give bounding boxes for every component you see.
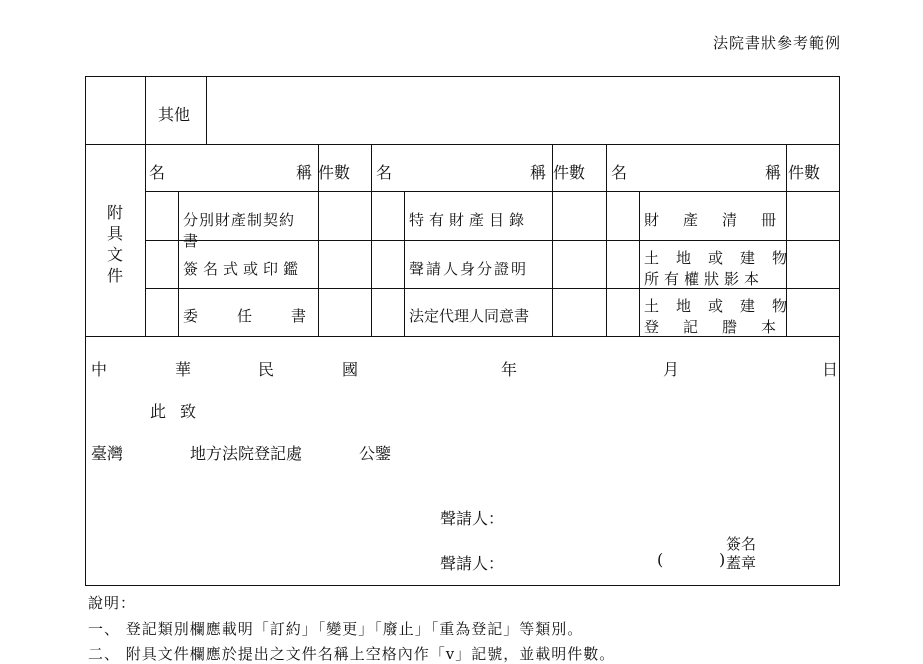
header-count: 件數	[553, 163, 586, 182]
attachment-item-label: 土地或建物	[644, 249, 805, 267]
attachment-item-label: 分別財產制契約書	[183, 211, 296, 250]
sign-label: 簽名	[726, 535, 757, 553]
attachment-item-label: 特有財產目錄	[409, 211, 530, 229]
header-name-left: 名	[376, 163, 393, 182]
attachments-label-text: 附具文件	[107, 203, 124, 285]
header-name-right: 稱	[296, 163, 313, 182]
attachment-item-label: 委任書	[183, 307, 346, 325]
col-divider	[371, 144, 372, 336]
col-divider	[404, 191, 405, 336]
attachment-item-label: 法定代理人同意書	[409, 307, 530, 325]
respect-word: 公鑒	[359, 444, 392, 463]
applicant-label: 聲請人：	[440, 554, 505, 573]
other-label: 其他	[158, 105, 191, 124]
document-title: 法院書狀參考範例	[712, 34, 841, 52]
paren-open: (	[657, 550, 664, 569]
col-divider	[206, 77, 207, 144]
header-name-right: 稱	[765, 163, 782, 182]
court-name: 地方法院登記處	[190, 444, 303, 463]
attachment-item-label: 簽名式或印鑑	[183, 260, 304, 278]
attachment-item-label: 所有權狀影本	[644, 270, 765, 288]
header-name-right: 稱	[530, 163, 547, 182]
date-year: 年	[501, 360, 518, 379]
attachments-section-label	[85, 202, 145, 286]
notes-title: 說明：	[88, 594, 137, 612]
header-count: 件數	[318, 163, 351, 182]
date-char: 中	[91, 360, 108, 379]
date-char: 華	[175, 360, 192, 379]
col-divider	[606, 144, 607, 336]
col-divider	[145, 77, 146, 336]
row-divider	[86, 144, 839, 145]
note-item: 二、 附具文件欄應於提出之文件名稱上空格內作「v」記號，並載明件數。	[88, 645, 616, 663]
attachment-item-label: 聲請人身分證明	[409, 260, 529, 278]
attachment-item	[183, 209, 310, 251]
attachment-item-label: 土地或建物	[644, 297, 805, 315]
note-item: 一、 登記類別欄應載明「訂約」「變更」「廢止」「重為登記」等類別。	[88, 620, 584, 638]
applicant-label: 聲請人：	[440, 509, 505, 528]
salutation: 此致	[150, 402, 211, 421]
seal-label: 蓋章	[726, 554, 757, 572]
court-prefix: 臺灣	[91, 444, 124, 463]
date-day: 日	[822, 360, 839, 379]
col-divider	[178, 191, 179, 336]
date-char: 民	[258, 360, 275, 379]
paren-close: )	[719, 550, 726, 569]
header-name-left: 名	[611, 163, 628, 182]
date-char: 國	[342, 360, 359, 379]
attachment-item-label: 財產清冊	[644, 211, 801, 229]
row-divider	[145, 191, 839, 192]
attachment-item-label: 登記謄本	[644, 318, 801, 336]
header-count: 件數	[788, 163, 821, 182]
col-divider	[639, 191, 640, 336]
header-name-left: 名	[149, 163, 166, 182]
date-month: 月	[663, 360, 680, 379]
